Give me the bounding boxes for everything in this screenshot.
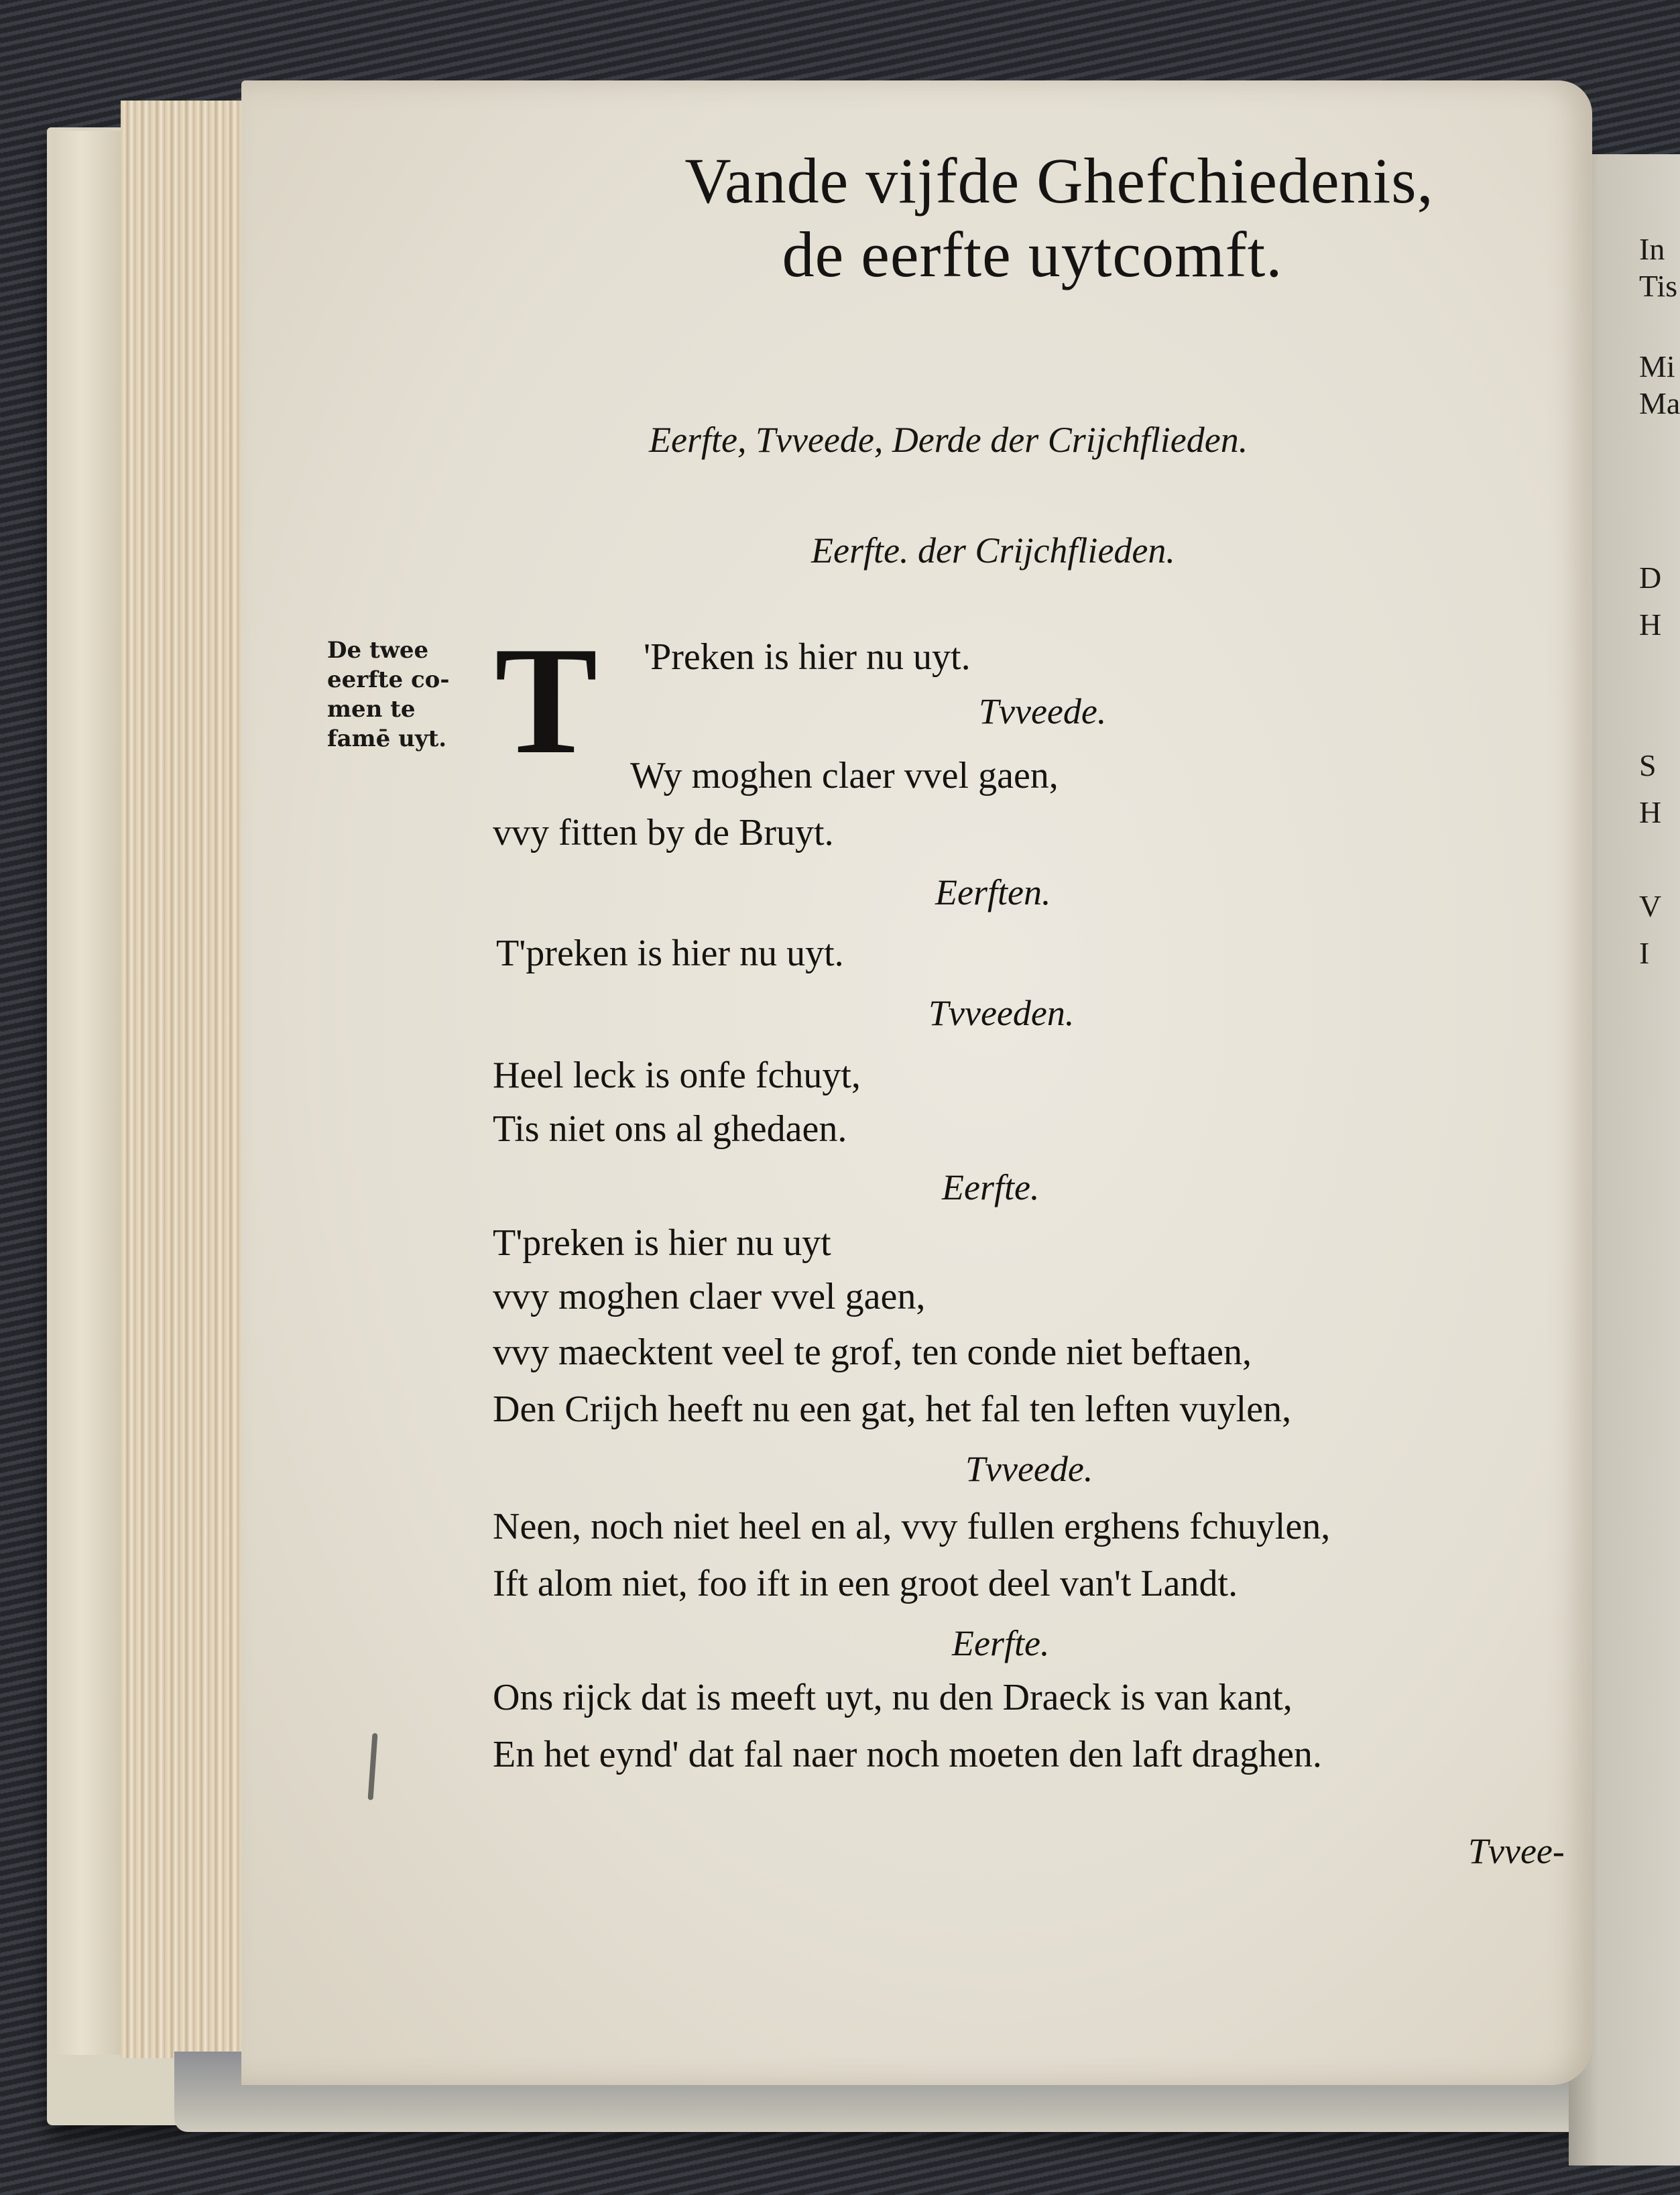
verse-line: 'Preken is hier nu uyt. <box>644 636 971 678</box>
verse-line: Tis niet ons al ghedaen. <box>493 1108 847 1150</box>
verse-line: T'preken is hier nu uyt. <box>496 933 844 974</box>
marginal-note <box>327 636 461 754</box>
speaker-label: Eerfte. <box>952 1623 1050 1663</box>
facing-page-fragment: D <box>1639 560 1662 595</box>
title-line-1: Vande vijfde Ghefchiedenis, <box>684 145 1434 217</box>
facing-page-fragment: H <box>1639 795 1662 829</box>
verse-line: Neen, noch niet heel en al, vvy fullen erghens fchuylen, <box>493 1506 1331 1547</box>
speaker-label: Eerfte. <box>942 1167 1040 1207</box>
speaker-label: Tvveede. <box>965 1449 1093 1489</box>
drop-cap: T <box>495 615 598 786</box>
speaker-label: Eerften. <box>935 872 1051 912</box>
verse-line: Ift alom niet, foo ift in een groot deel van't Landt. <box>493 1563 1238 1604</box>
verse-line: En het eynd' dat fal naer noch moeten den laft draghen. <box>493 1734 1322 1775</box>
facing-page-fragment: Ma <box>1639 386 1680 420</box>
verse-line: Ons rijck dat is meeft uyt, nu den Draeck is van kant, <box>493 1677 1293 1718</box>
facing-page-fragment: V <box>1639 889 1662 923</box>
facing-page-fragment: S <box>1639 748 1657 782</box>
speaker-label: Tvveede. <box>979 691 1107 731</box>
section-heading: Eerfte. der Crijchflieden. <box>811 530 1175 571</box>
margin-note-line: De twee <box>327 637 429 664</box>
catchword: Tvvee- <box>1468 1831 1565 1871</box>
verse-line: Heel leck is onfe fchuyt, <box>493 1055 861 1096</box>
speaker-label: Tvveeden. <box>928 993 1075 1033</box>
cast-heading: Eerfte, Tvveede, Derde der Crijchflieden. <box>649 420 1248 460</box>
facing-page-fragment: Tis <box>1639 269 1678 303</box>
page-edges <box>121 101 248 2058</box>
margin-note-line: famē uyt. <box>327 725 447 752</box>
title-line-2: de eerfte uytcomft. <box>782 219 1283 290</box>
verse-line: Den Crijch heeft nu een gat, het fal ten leften vuylen, <box>493 1388 1292 1430</box>
printed-page <box>241 80 1592 2085</box>
facing-page-fragment: Mi <box>1639 349 1675 383</box>
facing-page-fragment: In <box>1639 232 1665 266</box>
page-title <box>536 144 1582 292</box>
verse-line: vvy maecktent veel te grof, ten conde niet beftaen, <box>493 1331 1252 1373</box>
facing-page-fragment: I <box>1639 936 1650 970</box>
margin-note-line: men te <box>327 696 416 723</box>
facing-page-fragment: H <box>1639 607 1662 642</box>
verse-line: vvy fitten by de Bruyt. <box>493 812 834 853</box>
margin-note-line: eerfte co- <box>327 666 450 693</box>
verse-line: vvy moghen claer vvel gaen, <box>493 1276 926 1317</box>
verse-line: T'preken is hier nu uyt <box>493 1222 831 1264</box>
verse-line: Wy moghen claer vvel gaen, <box>630 755 1059 796</box>
book-spine <box>52 131 126 2055</box>
